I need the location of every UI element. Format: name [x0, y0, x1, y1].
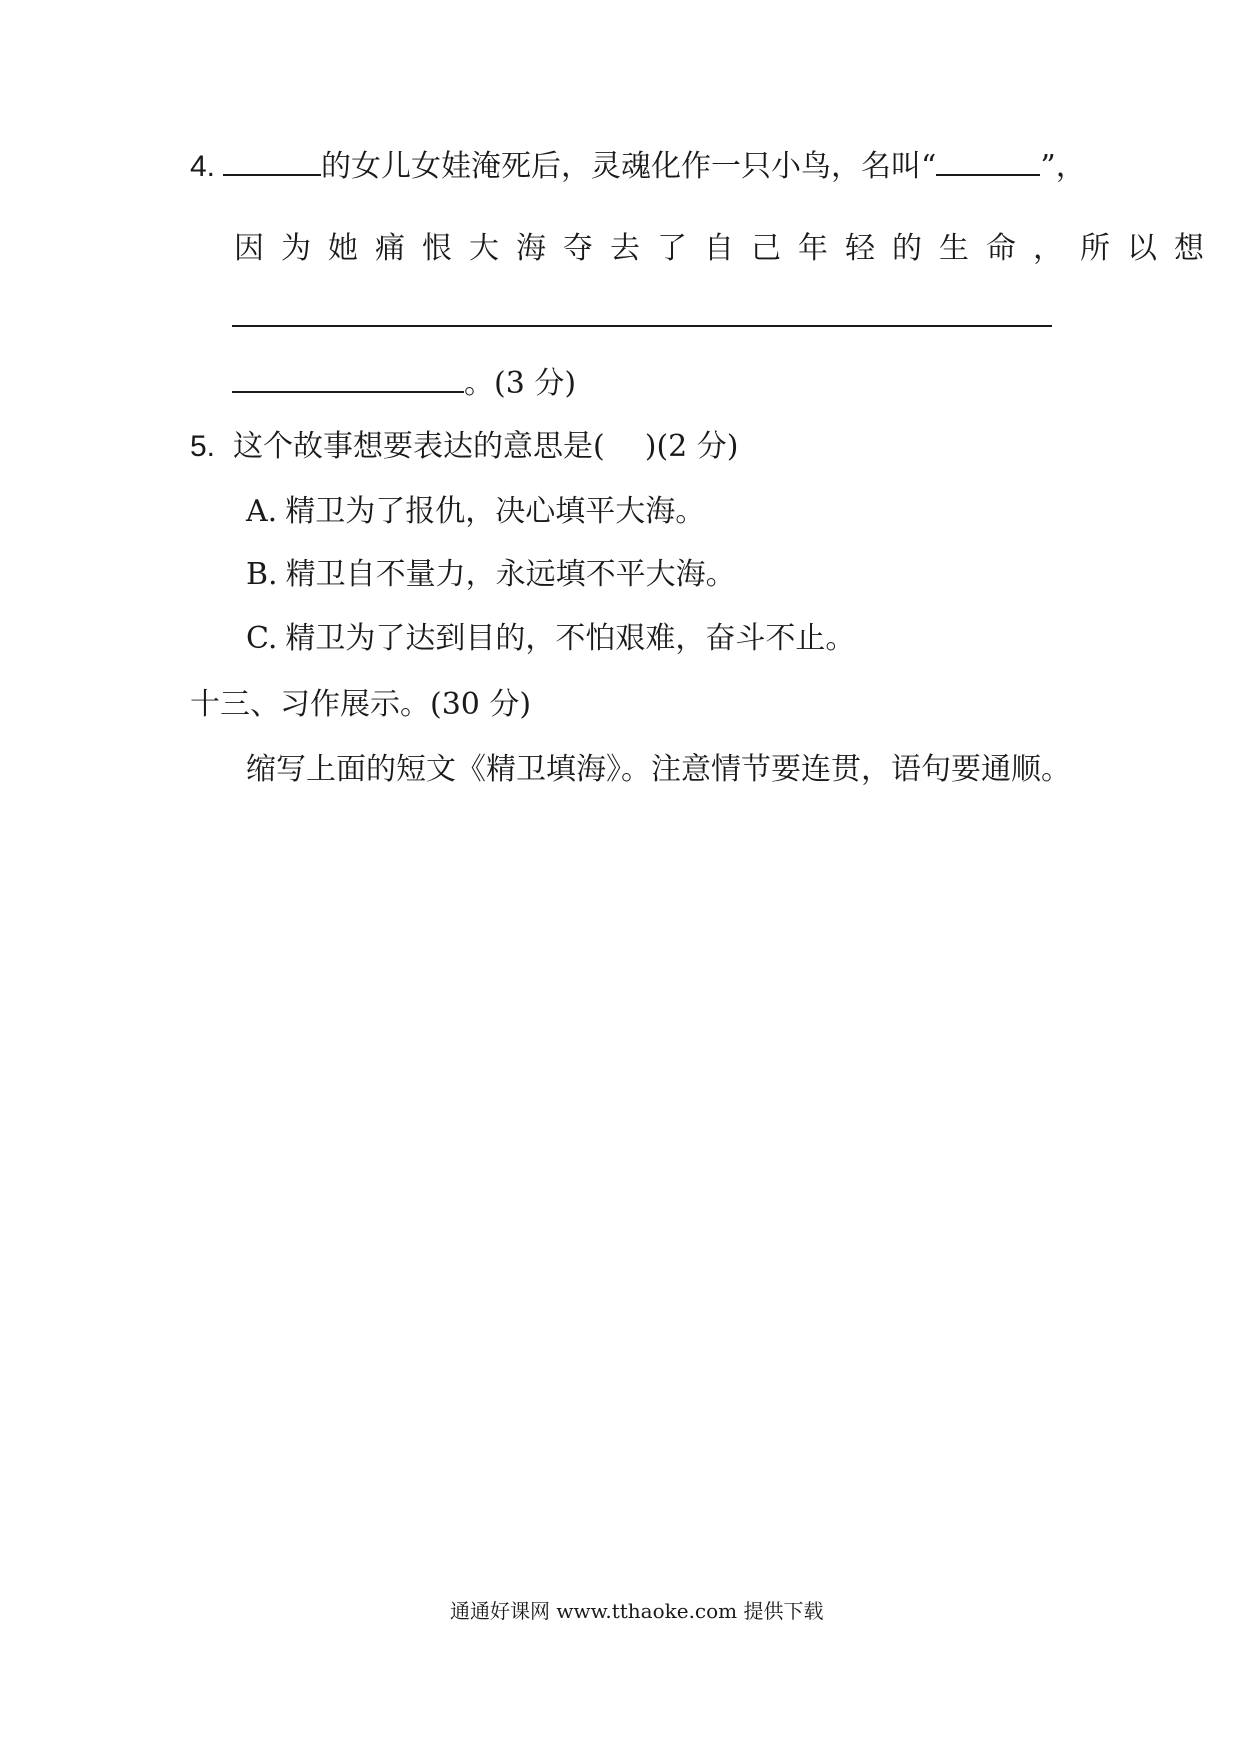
section-13-title: 十三、习作展示。(30 分) — [190, 687, 532, 722]
q4-number: 4. — [190, 150, 216, 183]
q4-text-a: 的女儿女娃淹死后，灵魂化作一只小鸟，名叫“ — [321, 149, 937, 184]
q4-line-1 — [190, 146, 1086, 187]
option-letter: C. — [246, 621, 278, 656]
q4-text-b: ”， — [1040, 149, 1086, 184]
q5-stem — [190, 427, 739, 467]
q5-option-a — [246, 492, 705, 532]
q5-option-b — [246, 555, 736, 595]
option-text: 精卫自不量力，永远填不平大海。 — [285, 557, 736, 592]
q4-blank-2[interactable] — [936, 146, 1040, 176]
option-text: 精卫为了达到目的，不怕艰难，奋斗不止。 — [285, 621, 856, 656]
q5-stem-a: 这个故事想要表达的意思是( — [233, 429, 605, 464]
q4-answer-line-end[interactable] — [232, 363, 464, 393]
q4-line-4 — [232, 363, 576, 404]
q4-line-2: 因为她痛恨大海夺去了自己年轻的生命，所以想 — [234, 231, 1221, 266]
q5-number: 5. — [190, 430, 216, 463]
q4-answer-line[interactable] — [232, 325, 1052, 327]
option-letter: A. — [246, 494, 278, 529]
q5-stem-b: )(2 分) — [644, 429, 739, 464]
q5-option-c — [246, 619, 855, 659]
option-text: 精卫为了报仇，决心填平大海。 — [285, 494, 706, 529]
q4-end: 。(3 分) — [464, 366, 577, 401]
q4-blank-1[interactable] — [223, 146, 321, 176]
section-13-instruction: 缩写上面的短文《精卫填海》。注意情节要连贯，语句要通顺。 — [246, 752, 1071, 787]
page-footer: 通通好课网 www.tthaoke.com 提供下载 — [450, 1599, 824, 1623]
option-letter: B. — [246, 557, 278, 592]
